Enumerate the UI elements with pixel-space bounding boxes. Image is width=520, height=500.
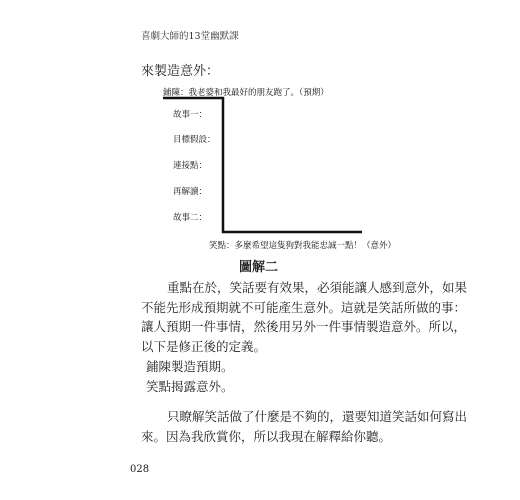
definition-block (146, 357, 234, 396)
paragraph-1 (141, 278, 467, 356)
paragraph-1-line: 不能先形成預期就不可能產生意外。這就是笑話所做的事： (141, 299, 467, 315)
paragraph-2-line: 只瞭解笑話做了什麼是不夠的，還要知道笑話如何寫出 (167, 409, 468, 424)
paragraph-1-line: 重點在於，笑話要有效果，必須能讓人感到意外，如果 (167, 280, 468, 295)
diagram-caption: 圖解二 (239, 260, 279, 275)
paragraph-1-line: 以下是修正後的定義。 (141, 338, 267, 354)
paragraph-1-line: 讓人預期一件事情，然後用另外一件事情製造意外。所以， (141, 319, 467, 334)
story-one-label: 故事一： (173, 110, 208, 120)
page-number: 028 (130, 464, 150, 475)
story-two-label: 故事二： (173, 213, 208, 223)
definition-line: 笑點揭露意外。 (146, 378, 234, 394)
reinterpretation-label: 再解讀： (173, 187, 208, 197)
paragraph-2-line: 來。因為我欣賞你，所以我現在解釋給你聽。 (141, 428, 392, 444)
connector-label: 連接點： (173, 161, 208, 171)
definition-line: 鋪陳製造預期。 (146, 359, 234, 374)
setup-label: 鋪陳：我老婆和我最好的朋友跑了。（預期） (163, 88, 329, 98)
running-header: 喜劇大師的13堂幽默課 (141, 31, 239, 42)
punchline-label: 笑點：多麼希望這隻狗對我能忠誠一點！（意外） (209, 241, 397, 251)
intro-text: 來製造意外： (141, 64, 220, 79)
target-assumption-label: 目標假設： (173, 135, 216, 145)
paragraph-2 (141, 407, 467, 446)
